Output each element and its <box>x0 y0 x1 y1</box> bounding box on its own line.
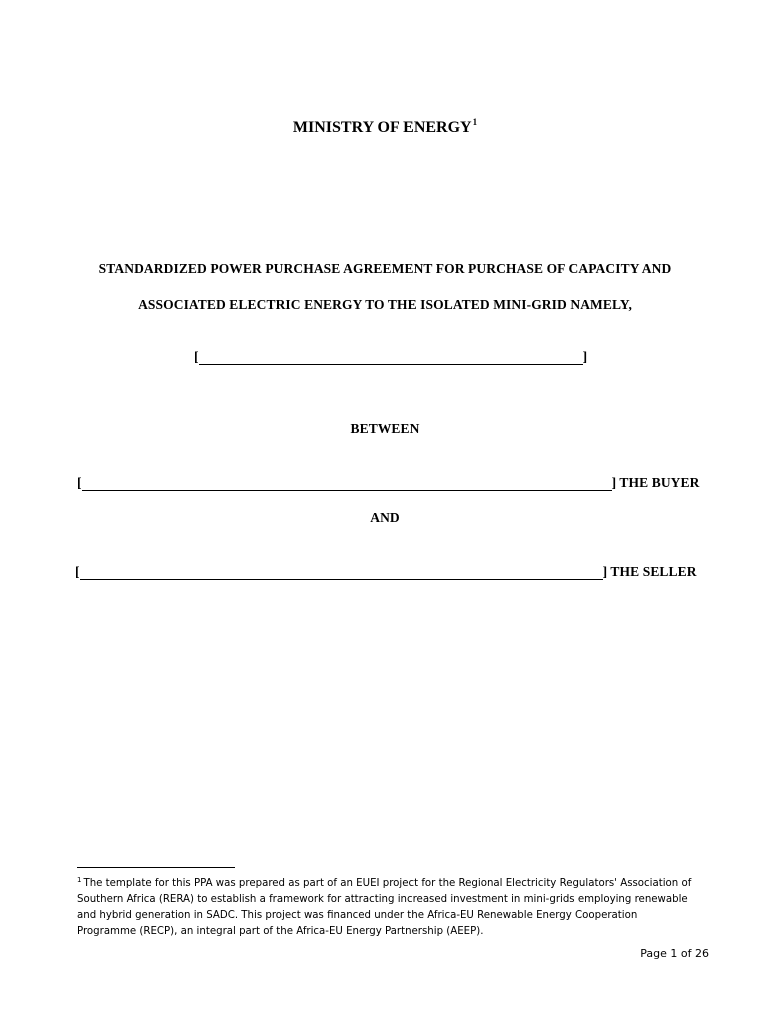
title-text: MINISTRY OF ENERGY <box>292 119 472 136</box>
bracket-open: [ <box>75 564 80 579</box>
and-label: AND <box>370 510 400 525</box>
minigrid-name-field <box>194 349 587 365</box>
title-footnote-ref[interactable]: 1 <box>472 117 478 127</box>
seller-field <box>75 564 697 580</box>
minigrid-name-blank <box>199 351 583 365</box>
footnote-text: The template for this PPA was prepared as part of an EUEI project for the Regional Electricity Regulators' Association of Southern Africa (RERA) to establish a framework for attracting increased investment in mini-grids employing renewable and hybrid generation in SADC. This project was financed under the Africa-EU Renewable Energy Cooperation Programme (RECP), an integral part of the Africa-EU Energy Partnership (AEEP). <box>77 878 692 937</box>
seller-name-blank <box>80 566 603 580</box>
buyer-name-blank <box>82 477 612 491</box>
bracket-open: [ <box>194 349 199 364</box>
footnote <box>77 872 697 940</box>
page-number: Page 1 of 26 <box>640 947 709 960</box>
footnote-number: 1 <box>77 876 82 884</box>
agreement-heading-line-1: STANDARDIZED POWER PURCHASE AGREEMENT FOR PURCHASE OF CAPACITY AND <box>98 261 672 276</box>
between-label: BETWEEN <box>350 421 420 436</box>
footnote-separator <box>77 867 235 868</box>
buyer-label: ] THE BUYER <box>611 475 700 490</box>
agreement-heading-line-2: ASSOCIATED ELECTRIC ENERGY TO THE ISOLATED MINI-GRID NAMELY, <box>138 297 632 312</box>
bracket-open: [ <box>77 475 82 490</box>
buyer-field <box>77 475 699 491</box>
page-title <box>0 117 770 137</box>
bracket-close: ] <box>582 349 588 364</box>
seller-label: ] THE SELLER <box>602 564 697 579</box>
